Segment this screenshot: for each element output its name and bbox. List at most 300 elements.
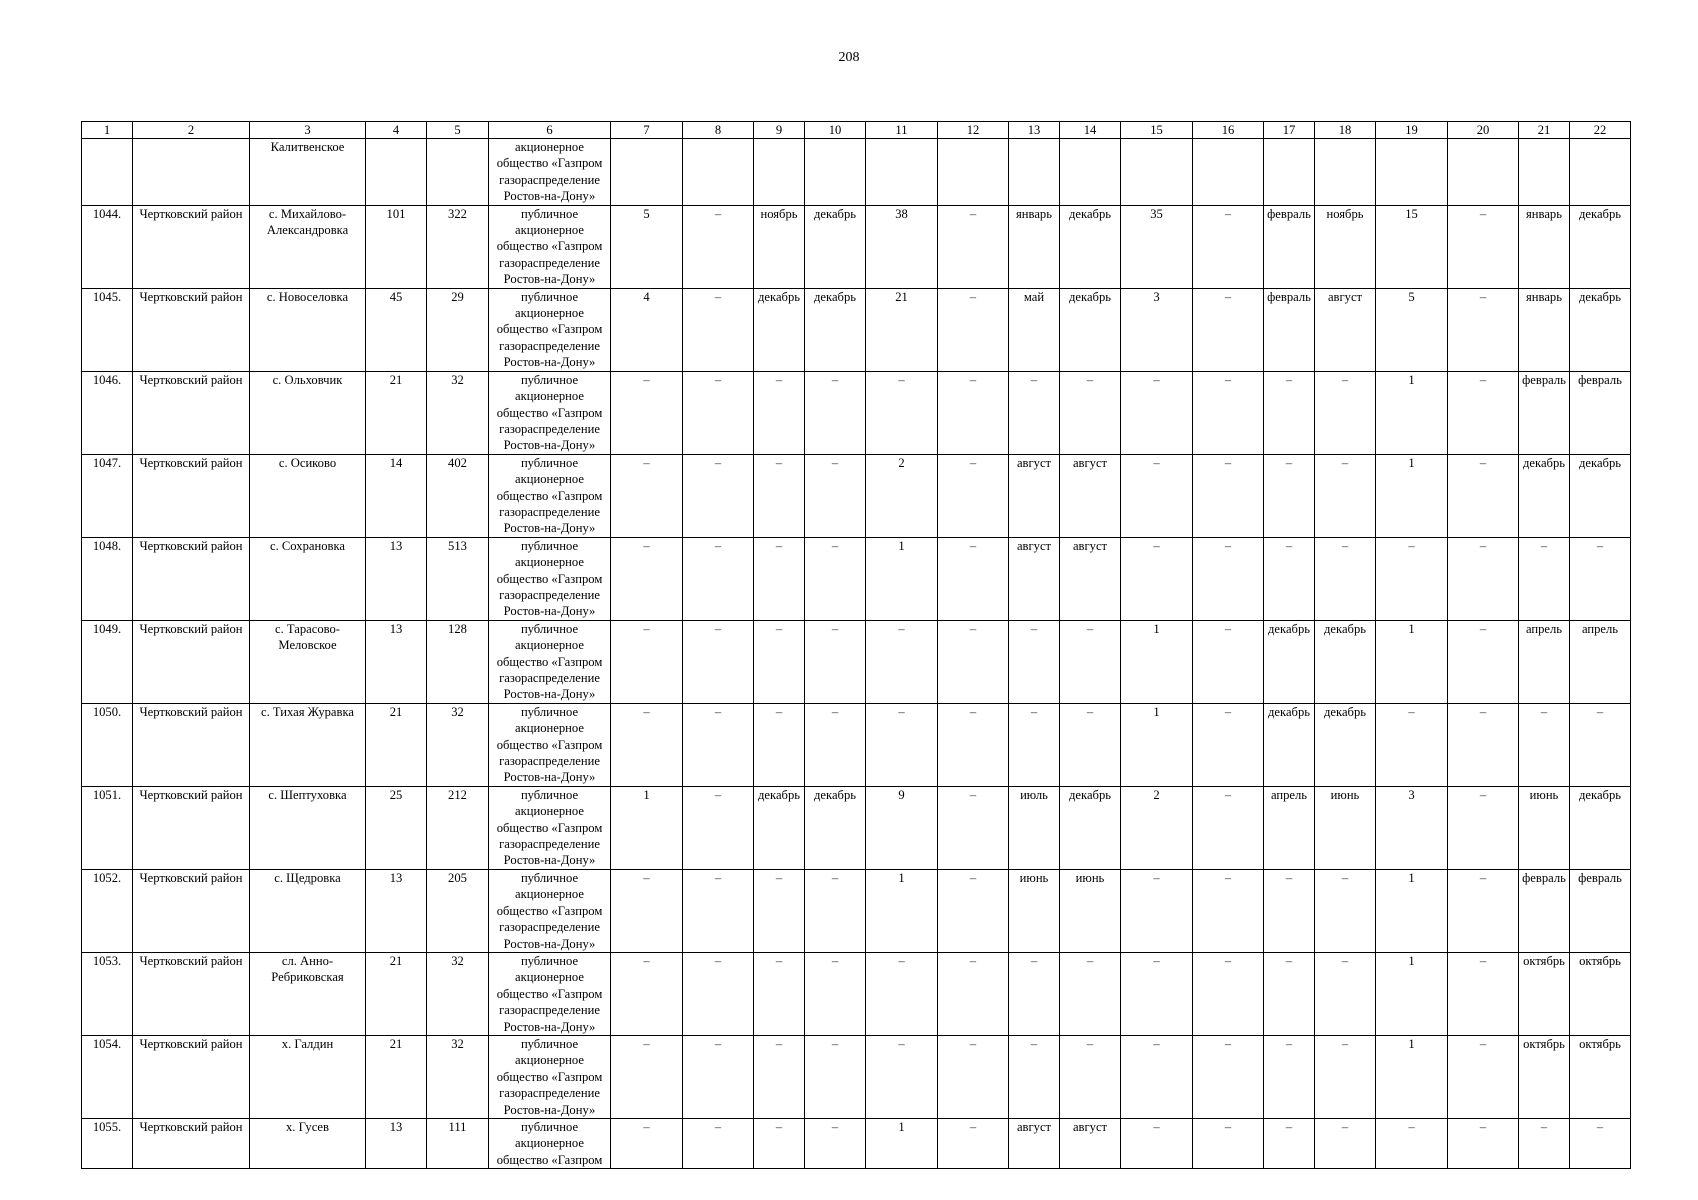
col8-cell: – bbox=[683, 537, 754, 620]
col22-cell: февраль bbox=[1570, 869, 1631, 952]
col17-cell: – bbox=[1264, 454, 1315, 537]
col12-cell: – bbox=[938, 786, 1009, 869]
col13-cell: май bbox=[1009, 288, 1060, 371]
column-header-17: 17 bbox=[1264, 122, 1315, 139]
col16-cell: – bbox=[1193, 1035, 1264, 1118]
col19-cell: 5 bbox=[1376, 288, 1448, 371]
col20-cell bbox=[1448, 139, 1519, 206]
col22-cell: февраль bbox=[1570, 371, 1631, 454]
col4-cell: 21 bbox=[366, 371, 427, 454]
col13-cell: – bbox=[1009, 703, 1060, 786]
col8-cell: – bbox=[683, 703, 754, 786]
organization-cell: публичное акционерное общество «Газпром газораспределение Ростов-на-Дону» bbox=[489, 952, 611, 1035]
col7-cell: 5 bbox=[611, 205, 683, 288]
col17-cell: декабрь bbox=[1264, 703, 1315, 786]
col8-cell: – bbox=[683, 454, 754, 537]
district-cell bbox=[133, 139, 250, 206]
column-header-2: 2 bbox=[133, 122, 250, 139]
col5-cell: 32 bbox=[427, 703, 489, 786]
col19-cell: 1 bbox=[1376, 952, 1448, 1035]
col10-cell: – bbox=[805, 620, 866, 703]
row-number-cell: 1054. bbox=[82, 1035, 133, 1118]
settlement-cell: х. Гусев bbox=[250, 1118, 366, 1168]
col9-cell: декабрь bbox=[754, 786, 805, 869]
col20-cell: – bbox=[1448, 371, 1519, 454]
table-row bbox=[82, 620, 1631, 703]
col4-cell: 21 bbox=[366, 1035, 427, 1118]
col8-cell: – bbox=[683, 952, 754, 1035]
col19-cell: 1 bbox=[1376, 620, 1448, 703]
row-number-cell: 1051. bbox=[82, 786, 133, 869]
organization-cell: публичное акционерное общество «Газпром газораспределение Ростов-на-Дону» bbox=[489, 371, 611, 454]
column-header-9: 9 bbox=[754, 122, 805, 139]
col16-cell: – bbox=[1193, 703, 1264, 786]
col19-cell: 1 bbox=[1376, 371, 1448, 454]
col17-cell: – bbox=[1264, 1035, 1315, 1118]
column-header-8: 8 bbox=[683, 122, 754, 139]
settlement-cell: с. Щедровка bbox=[250, 869, 366, 952]
col14-cell: – bbox=[1060, 1035, 1121, 1118]
organization-cell: публичное акционерное общество «Газпром газораспределение Ростов-на-Дону» bbox=[489, 1035, 611, 1118]
col9-cell: ноябрь bbox=[754, 205, 805, 288]
col16-cell: – bbox=[1193, 205, 1264, 288]
col10-cell: – bbox=[805, 1118, 866, 1168]
col4-cell: 13 bbox=[366, 537, 427, 620]
column-header-19: 19 bbox=[1376, 122, 1448, 139]
col16-cell: – bbox=[1193, 371, 1264, 454]
col7-cell: – bbox=[611, 952, 683, 1035]
col21-cell: апрель bbox=[1519, 620, 1570, 703]
row-number-cell: 1048. bbox=[82, 537, 133, 620]
col15-cell: – bbox=[1121, 952, 1193, 1035]
col8-cell: – bbox=[683, 869, 754, 952]
col18-cell: июнь bbox=[1315, 786, 1376, 869]
col20-cell: – bbox=[1448, 703, 1519, 786]
col18-cell: декабрь bbox=[1315, 703, 1376, 786]
settlement-cell: х. Галдин bbox=[250, 1035, 366, 1118]
column-header-14: 14 bbox=[1060, 122, 1121, 139]
col9-cell bbox=[754, 139, 805, 206]
row-number-cell: 1053. bbox=[82, 952, 133, 1035]
col14-cell: август bbox=[1060, 537, 1121, 620]
table-row bbox=[82, 786, 1631, 869]
table-row bbox=[82, 454, 1631, 537]
settlement-cell: с. Михайлово-Александровка bbox=[250, 205, 366, 288]
district-cell: Чертковский район bbox=[133, 786, 250, 869]
col11-cell: – bbox=[866, 1035, 938, 1118]
col14-cell: июнь bbox=[1060, 869, 1121, 952]
row-number-cell: 1055. bbox=[82, 1118, 133, 1168]
district-cell: Чертковский район bbox=[133, 1118, 250, 1168]
col5-cell: 205 bbox=[427, 869, 489, 952]
col19-cell: 1 bbox=[1376, 1035, 1448, 1118]
table-row bbox=[82, 205, 1631, 288]
col11-cell: – bbox=[866, 620, 938, 703]
table-row bbox=[82, 139, 1631, 206]
col9-cell: – bbox=[754, 952, 805, 1035]
col17-cell: – bbox=[1264, 371, 1315, 454]
col7-cell: – bbox=[611, 869, 683, 952]
col15-cell: 2 bbox=[1121, 786, 1193, 869]
row-number-cell: 1045. bbox=[82, 288, 133, 371]
col5-cell bbox=[427, 139, 489, 206]
district-cell: Чертковский район bbox=[133, 454, 250, 537]
col16-cell: – bbox=[1193, 786, 1264, 869]
col12-cell: – bbox=[938, 454, 1009, 537]
col21-cell: июнь bbox=[1519, 786, 1570, 869]
col19-cell: 1 bbox=[1376, 454, 1448, 537]
col13-cell: июль bbox=[1009, 786, 1060, 869]
col22-cell: декабрь bbox=[1570, 786, 1631, 869]
col12-cell: – bbox=[938, 371, 1009, 454]
organization-cell: публичное акционерное общество «Газпром газораспределение Ростов-на-Дону» bbox=[489, 869, 611, 952]
col4-cell: 13 bbox=[366, 1118, 427, 1168]
col9-cell: декабрь bbox=[754, 288, 805, 371]
col13-cell: август bbox=[1009, 537, 1060, 620]
col21-cell: октябрь bbox=[1519, 1035, 1570, 1118]
col4-cell: 45 bbox=[366, 288, 427, 371]
col10-cell: – bbox=[805, 869, 866, 952]
column-header-7: 7 bbox=[611, 122, 683, 139]
col15-cell: 1 bbox=[1121, 620, 1193, 703]
col17-cell: февраль bbox=[1264, 205, 1315, 288]
col4-cell bbox=[366, 139, 427, 206]
row-number-cell: 1052. bbox=[82, 869, 133, 952]
col21-cell: декабрь bbox=[1519, 454, 1570, 537]
column-header-20: 20 bbox=[1448, 122, 1519, 139]
col19-cell bbox=[1376, 139, 1448, 206]
col14-cell bbox=[1060, 139, 1121, 206]
col22-cell: декабрь bbox=[1570, 454, 1631, 537]
col15-cell: – bbox=[1121, 454, 1193, 537]
column-header-21: 21 bbox=[1519, 122, 1570, 139]
organization-cell: публичное акционерное общество «Газпром bbox=[489, 1118, 611, 1168]
col5-cell: 29 bbox=[427, 288, 489, 371]
col10-cell: – bbox=[805, 371, 866, 454]
organization-cell: публичное акционерное общество «Газпром газораспределение Ростов-на-Дону» bbox=[489, 288, 611, 371]
organization-cell: публичное акционерное общество «Газпром газораспределение Ростов-на-Дону» bbox=[489, 703, 611, 786]
col14-cell: – bbox=[1060, 703, 1121, 786]
row-number-cell bbox=[82, 139, 133, 206]
col16-cell: – bbox=[1193, 454, 1264, 537]
column-header-3: 3 bbox=[250, 122, 366, 139]
column-header-22: 22 bbox=[1570, 122, 1631, 139]
settlement-cell: с. Новоселовка bbox=[250, 288, 366, 371]
col22-cell: – bbox=[1570, 537, 1631, 620]
col11-cell: 1 bbox=[866, 1118, 938, 1168]
row-number-cell: 1044. bbox=[82, 205, 133, 288]
col20-cell: – bbox=[1448, 1118, 1519, 1168]
col12-cell: – bbox=[938, 537, 1009, 620]
col11-cell bbox=[866, 139, 938, 206]
col21-cell: – bbox=[1519, 703, 1570, 786]
col4-cell: 21 bbox=[366, 952, 427, 1035]
col19-cell: – bbox=[1376, 537, 1448, 620]
col12-cell bbox=[938, 139, 1009, 206]
col11-cell: – bbox=[866, 371, 938, 454]
col13-cell: – bbox=[1009, 952, 1060, 1035]
settlement-cell: с. Тихая Журавка bbox=[250, 703, 366, 786]
col10-cell: декабрь bbox=[805, 205, 866, 288]
col10-cell: – bbox=[805, 952, 866, 1035]
col9-cell: – bbox=[754, 620, 805, 703]
col18-cell: – bbox=[1315, 371, 1376, 454]
table-row bbox=[82, 288, 1631, 371]
col22-cell: октябрь bbox=[1570, 1035, 1631, 1118]
col12-cell: – bbox=[938, 288, 1009, 371]
col14-cell: – bbox=[1060, 371, 1121, 454]
organization-cell: публичное акционерное общество «Газпром газораспределение Ростов-на-Дону» bbox=[489, 205, 611, 288]
col7-cell bbox=[611, 139, 683, 206]
col14-cell: декабрь bbox=[1060, 205, 1121, 288]
column-header-18: 18 bbox=[1315, 122, 1376, 139]
col10-cell bbox=[805, 139, 866, 206]
organization-cell: публичное акционерное общество «Газпром газораспределение Ростов-на-Дону» bbox=[489, 620, 611, 703]
col21-cell: февраль bbox=[1519, 869, 1570, 952]
col13-cell: – bbox=[1009, 371, 1060, 454]
col9-cell: – bbox=[754, 454, 805, 537]
settlement-cell: с. Осиково bbox=[250, 454, 366, 537]
col8-cell: – bbox=[683, 371, 754, 454]
col11-cell: 1 bbox=[866, 869, 938, 952]
col10-cell: – bbox=[805, 1035, 866, 1118]
col16-cell: – bbox=[1193, 869, 1264, 952]
col18-cell bbox=[1315, 139, 1376, 206]
settlement-cell: с. Ольховчик bbox=[250, 371, 366, 454]
table-row bbox=[82, 537, 1631, 620]
col17-cell: апрель bbox=[1264, 786, 1315, 869]
col7-cell: – bbox=[611, 454, 683, 537]
col20-cell: – bbox=[1448, 454, 1519, 537]
col22-cell: – bbox=[1570, 1118, 1631, 1168]
col15-cell: 35 bbox=[1121, 205, 1193, 288]
col8-cell: – bbox=[683, 786, 754, 869]
col19-cell: – bbox=[1376, 703, 1448, 786]
col14-cell: август bbox=[1060, 1118, 1121, 1168]
column-header-15: 15 bbox=[1121, 122, 1193, 139]
col14-cell: – bbox=[1060, 620, 1121, 703]
col16-cell: – bbox=[1193, 620, 1264, 703]
column-header-16: 16 bbox=[1193, 122, 1264, 139]
col17-cell: – bbox=[1264, 537, 1315, 620]
column-header-12: 12 bbox=[938, 122, 1009, 139]
col5-cell: 513 bbox=[427, 537, 489, 620]
district-cell: Чертковский район bbox=[133, 371, 250, 454]
col11-cell: 9 bbox=[866, 786, 938, 869]
col21-cell: – bbox=[1519, 537, 1570, 620]
col22-cell bbox=[1570, 139, 1631, 206]
col22-cell: апрель bbox=[1570, 620, 1631, 703]
col18-cell: ноябрь bbox=[1315, 205, 1376, 288]
col15-cell: – bbox=[1121, 1035, 1193, 1118]
col14-cell: – bbox=[1060, 952, 1121, 1035]
col17-cell: – bbox=[1264, 1118, 1315, 1168]
col8-cell: – bbox=[683, 288, 754, 371]
col14-cell: август bbox=[1060, 454, 1121, 537]
col9-cell: – bbox=[754, 1035, 805, 1118]
col20-cell: – bbox=[1448, 952, 1519, 1035]
col12-cell: – bbox=[938, 1118, 1009, 1168]
col8-cell: – bbox=[683, 1035, 754, 1118]
settlement-cell: Калитвенское bbox=[250, 139, 366, 206]
column-header-4: 4 bbox=[366, 122, 427, 139]
col16-cell: – bbox=[1193, 537, 1264, 620]
col13-cell: июнь bbox=[1009, 869, 1060, 952]
col22-cell: октябрь bbox=[1570, 952, 1631, 1035]
col8-cell: – bbox=[683, 1118, 754, 1168]
col12-cell: – bbox=[938, 620, 1009, 703]
col13-cell: август bbox=[1009, 1118, 1060, 1168]
col4-cell: 13 bbox=[366, 869, 427, 952]
col12-cell: – bbox=[938, 1035, 1009, 1118]
col9-cell: – bbox=[754, 371, 805, 454]
column-header-10: 10 bbox=[805, 122, 866, 139]
col16-cell: – bbox=[1193, 1118, 1264, 1168]
settlement-cell: с. Сохрановка bbox=[250, 537, 366, 620]
col4-cell: 21 bbox=[366, 703, 427, 786]
col20-cell: – bbox=[1448, 786, 1519, 869]
col18-cell: – bbox=[1315, 952, 1376, 1035]
col16-cell: – bbox=[1193, 288, 1264, 371]
col20-cell: – bbox=[1448, 869, 1519, 952]
col21-cell bbox=[1519, 139, 1570, 206]
organization-cell: публичное акционерное общество «Газпром газораспределение Ростов-на-Дону» bbox=[489, 454, 611, 537]
col20-cell: – bbox=[1448, 1035, 1519, 1118]
settlement-cell: сл. Анно-Ребриковская bbox=[250, 952, 366, 1035]
col20-cell: – bbox=[1448, 205, 1519, 288]
column-header-5: 5 bbox=[427, 122, 489, 139]
row-number-cell: 1049. bbox=[82, 620, 133, 703]
header-row bbox=[82, 122, 1631, 139]
table-row bbox=[82, 952, 1631, 1035]
organization-cell: публичное акционерное общество «Газпром газораспределение Ростов-на-Дону» bbox=[489, 537, 611, 620]
col11-cell: 1 bbox=[866, 537, 938, 620]
col18-cell: – bbox=[1315, 869, 1376, 952]
col9-cell: – bbox=[754, 869, 805, 952]
district-cell: Чертковский район bbox=[133, 703, 250, 786]
col19-cell: 1 bbox=[1376, 869, 1448, 952]
table-row bbox=[82, 1035, 1631, 1118]
col16-cell: – bbox=[1193, 952, 1264, 1035]
district-cell: Чертковский район bbox=[133, 952, 250, 1035]
col15-cell bbox=[1121, 139, 1193, 206]
col11-cell: 2 bbox=[866, 454, 938, 537]
col8-cell: – bbox=[683, 620, 754, 703]
col5-cell: 32 bbox=[427, 371, 489, 454]
col5-cell: 402 bbox=[427, 454, 489, 537]
col12-cell: – bbox=[938, 869, 1009, 952]
col14-cell: декабрь bbox=[1060, 786, 1121, 869]
col17-cell: – bbox=[1264, 869, 1315, 952]
col21-cell: – bbox=[1519, 1118, 1570, 1168]
col10-cell: – bbox=[805, 537, 866, 620]
col10-cell: декабрь bbox=[805, 288, 866, 371]
row-number-cell: 1046. bbox=[82, 371, 133, 454]
column-header-13: 13 bbox=[1009, 122, 1060, 139]
col15-cell: – bbox=[1121, 869, 1193, 952]
col15-cell: 1 bbox=[1121, 703, 1193, 786]
col15-cell: – bbox=[1121, 1118, 1193, 1168]
col12-cell: – bbox=[938, 205, 1009, 288]
col21-cell: январь bbox=[1519, 205, 1570, 288]
col17-cell: декабрь bbox=[1264, 620, 1315, 703]
col7-cell: – bbox=[611, 1118, 683, 1168]
table-row bbox=[82, 1118, 1631, 1168]
col21-cell: февраль bbox=[1519, 371, 1570, 454]
col4-cell: 101 bbox=[366, 205, 427, 288]
col18-cell: август bbox=[1315, 288, 1376, 371]
col5-cell: 212 bbox=[427, 786, 489, 869]
table-row bbox=[82, 703, 1631, 786]
col15-cell: – bbox=[1121, 537, 1193, 620]
col17-cell: февраль bbox=[1264, 288, 1315, 371]
col10-cell: декабрь bbox=[805, 786, 866, 869]
col20-cell: – bbox=[1448, 620, 1519, 703]
col8-cell bbox=[683, 139, 754, 206]
col13-cell: – bbox=[1009, 1035, 1060, 1118]
col22-cell: – bbox=[1570, 703, 1631, 786]
col20-cell: – bbox=[1448, 537, 1519, 620]
col5-cell: 322 bbox=[427, 205, 489, 288]
row-number-cell: 1050. bbox=[82, 703, 133, 786]
col5-cell: 32 bbox=[427, 952, 489, 1035]
col21-cell: январь bbox=[1519, 288, 1570, 371]
settlement-cell: с. Тарасово-Меловское bbox=[250, 620, 366, 703]
column-header-6: 6 bbox=[489, 122, 611, 139]
col17-cell bbox=[1264, 139, 1315, 206]
table-body bbox=[82, 139, 1631, 1169]
settlement-cell: с. Шептуховка bbox=[250, 786, 366, 869]
col7-cell: – bbox=[611, 703, 683, 786]
col9-cell: – bbox=[754, 703, 805, 786]
col4-cell: 25 bbox=[366, 786, 427, 869]
col4-cell: 14 bbox=[366, 454, 427, 537]
col13-cell: – bbox=[1009, 620, 1060, 703]
col17-cell: – bbox=[1264, 952, 1315, 1035]
col7-cell: – bbox=[611, 1035, 683, 1118]
col22-cell: декабрь bbox=[1570, 288, 1631, 371]
col8-cell: – bbox=[683, 205, 754, 288]
column-header-11: 11 bbox=[866, 122, 938, 139]
col19-cell: 3 bbox=[1376, 786, 1448, 869]
col12-cell: – bbox=[938, 952, 1009, 1035]
district-cell: Чертковский район bbox=[133, 288, 250, 371]
col9-cell: – bbox=[754, 1118, 805, 1168]
data-table bbox=[81, 121, 1631, 1169]
col7-cell: – bbox=[611, 371, 683, 454]
col5-cell: 32 bbox=[427, 1035, 489, 1118]
col22-cell: декабрь bbox=[1570, 205, 1631, 288]
district-cell: Чертковский район bbox=[133, 537, 250, 620]
col11-cell: 38 bbox=[866, 205, 938, 288]
col13-cell: август bbox=[1009, 454, 1060, 537]
col18-cell: – bbox=[1315, 454, 1376, 537]
col18-cell: – bbox=[1315, 1035, 1376, 1118]
col18-cell: – bbox=[1315, 537, 1376, 620]
organization-cell: акционерное общество «Газпром газораспределение Ростов-на-Дону» bbox=[489, 139, 611, 206]
col15-cell: – bbox=[1121, 371, 1193, 454]
col5-cell: 111 bbox=[427, 1118, 489, 1168]
col21-cell: октябрь bbox=[1519, 952, 1570, 1035]
col10-cell: – bbox=[805, 454, 866, 537]
district-cell: Чертковский район bbox=[133, 1035, 250, 1118]
table-row bbox=[82, 869, 1631, 952]
col7-cell: 1 bbox=[611, 786, 683, 869]
row-number-cell: 1047. bbox=[82, 454, 133, 537]
col11-cell: – bbox=[866, 703, 938, 786]
col7-cell: 4 bbox=[611, 288, 683, 371]
col18-cell: декабрь bbox=[1315, 620, 1376, 703]
